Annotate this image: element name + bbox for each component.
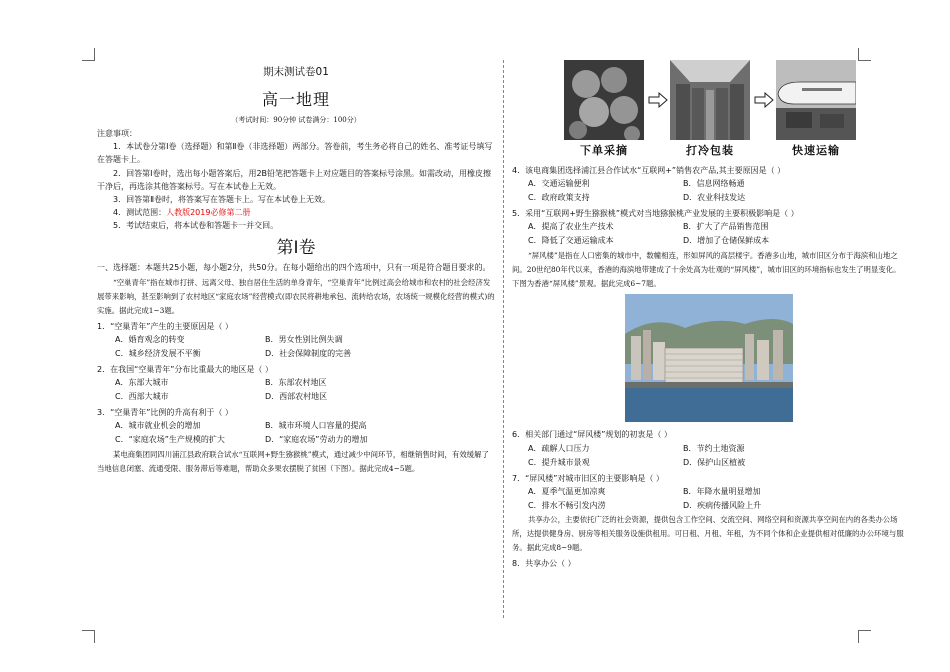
question-1-options [97, 333, 495, 361]
question-5-option-d[interactable]: D．增加了仓储保鲜成本 [683, 236, 770, 246]
question-7-option-b[interactable]: B．年降水量明显增加 [683, 486, 761, 496]
left-column [97, 60, 495, 476]
question-3-option-c[interactable]: C．“家庭农场”生产规模的扩大 [115, 435, 225, 445]
question-1-option-c[interactable]: C．城乡经济发展不平衡 [115, 349, 201, 359]
note-4-prefix: 4．测试范围： [113, 208, 167, 218]
passage-2: 某电商集团同四川浦江县政府联合试水“互联网+野生猕猴桃”模式，通过减少中间环节，相继销售时间，有效缓解了当地信息闭塞、流通受限、服务滞后等难题，帮助众多果农摆脱了贫困（下图）。据此完成4~5题。 [97, 450, 489, 474]
question-2-stem: 2．在我国“空巢青年”分布比重最大的地区是（ ） [97, 365, 273, 375]
question-2-option-d[interactable]: D．西部农村地区 [265, 392, 328, 402]
question-2-options [97, 376, 495, 404]
hongkong-screen-buildings-photo [625, 294, 793, 422]
section-intro: 一、选择题：本题共25小题，每小题2分，共50分。在每小题给出的四个选项中，只有一项是符合题目要求的。 [97, 262, 491, 272]
question-1-option-b[interactable]: B．男女性别比例失调 [265, 335, 343, 345]
question-5-option-b[interactable]: B．扩大了产品销售范围 [683, 222, 769, 232]
question-1-option-a[interactable]: A．婚育观念的转变 [115, 335, 185, 345]
exam-title: 期末测试卷01 [263, 66, 329, 78]
question-7-option-a[interactable]: A．夏季气温更加凉爽 [528, 486, 606, 496]
pipeline-step-1: 下单采摘 [580, 144, 628, 157]
note-4-range: 人教版2019必修第二册 [166, 208, 251, 218]
question-5-options [512, 220, 906, 248]
question-6-option-b[interactable]: B．节约土地资源 [683, 443, 745, 453]
question-2-option-c[interactable]: C．西部大城市 [115, 392, 169, 402]
question-6-stem: 6．相关部门通过“屏风楼”规划的初衷是（ ） [512, 430, 672, 440]
question-2-option-a[interactable]: A．东部大城市 [115, 378, 169, 388]
crop-mark-bottom-left [82, 630, 95, 643]
question-3-stem: 3．“空巢青年”比例的升高有利于（ ） [97, 408, 233, 418]
note-3: 3．回答第Ⅱ卷时，将答案写在答题卡上。写在本试卷上无效。 [113, 195, 331, 205]
question-4-option-d[interactable]: D．农业科技发达 [683, 193, 746, 203]
section-title: 第Ⅰ卷 [276, 237, 316, 258]
exam-meta: （考试时间：90分钟 试卷满分：100分） [231, 116, 361, 124]
question-3-options [97, 419, 495, 447]
notes-heading: 注意事项： [97, 129, 137, 138]
question-2-option-b[interactable]: B．东部农村地区 [265, 378, 327, 388]
pipeline-step-2: 打冷包装 [686, 144, 734, 157]
crop-mark-top-left [82, 48, 95, 61]
question-7-stem: 7．“屏风楼”对城市旧区的主要影响是（ ） [512, 473, 664, 483]
passage-3: “屏风楼”是指在人口密集的城市中，数幢相连，形如屏风的高层楼宇。香港多山地，城市旧区分布于海滨和山地之间。20世纪80年代以来，香港的海滨地带建成了十余处高为壮观的“屏风楼”，城市旧区的环境指标也发生了明显变化。下图为香港“屏风楼”景观。据此完成6~7题。 [512, 251, 901, 289]
question-4-option-b[interactable]: B．信息网络畅通 [683, 179, 745, 189]
question-1-option-d[interactable]: D．社会保障制度的完善 [265, 349, 352, 359]
question-4-option-c[interactable]: C．政府政策支持 [528, 193, 590, 203]
subject-title: 高一地理 [261, 90, 330, 109]
question-7-option-d[interactable]: D．疾病传播风险上升 [683, 500, 762, 510]
column-divider [503, 60, 504, 618]
question-4-options [512, 177, 906, 205]
question-3-option-a[interactable]: A．城市就业机会的增加 [115, 421, 201, 431]
question-6-option-d[interactable]: D．保护山区植被 [683, 457, 746, 467]
question-7-options [512, 485, 906, 513]
hongkong-photo-wrap [512, 294, 906, 422]
note-1: 1．本试卷分第Ⅰ卷（选择题）和第Ⅱ卷（非选择题）两部分。答卷前，考生务必将自己的姓名、准考证号填写在答题卡上。 [97, 142, 493, 165]
question-6-options [512, 442, 906, 470]
question-4-option-a[interactable]: A．交通运输便利 [528, 179, 590, 189]
question-3-option-d[interactable]: D．“家庭农场”劳动力的增加 [265, 435, 368, 445]
question-5-option-c[interactable]: C．降低了交通运输成本 [528, 236, 614, 246]
kiwi-picking-photo [564, 60, 644, 140]
note-4 [97, 206, 495, 219]
passage-4: 共享办公，主要依托广泛的社会资源，提供包含工作空间、交流空间、网络空间和资源共享空间在内的各类办公场所，达提供健身房、厨房等相关服务设施供租用。可日租、月租、年租，为不同个体和企业提供相对低廉的办公环境与服务。据此完成8~9题。 [512, 514, 904, 552]
crop-mark-bottom-right [858, 630, 871, 643]
note-5: 5．考试结束后，将本试卷和答题卡一并交回。 [113, 221, 279, 231]
arrow-right-icon [648, 92, 668, 108]
passage-1: “空巢青年”指在城市打拼、远离父母、独自居住生活的单身青年，“空巢青年”比例过高会给城市和农村的社会经济发展带来影响，甚至影响到了农村地区“家庭农场”经营模式(即农民将耕地承包、流转给农场，农场统一规模化经营的模式)的实施。据此完成1~3题。 [97, 277, 495, 315]
pipeline-step-3: 快速运输 [792, 144, 840, 157]
question-5-stem: 5．采用“互联网+野生猕猴桃”模式对当地猕猴桃产业发展的主要积极影响是（ ） [512, 209, 799, 219]
cold-storage-photo [670, 60, 750, 140]
question-1-stem: 1．“空巢青年”产生的主要原因是（ ） [97, 321, 233, 331]
question-6-option-a[interactable]: A．疏解人口压力 [528, 443, 590, 453]
note-2: 2．回答第Ⅰ卷时，选出每小题答案后，用2B铅笔把答题卡上对应题目的答案标号涂黑。如需改动，用橡皮擦干净后，再选涂其他答案标号。写在本试卷上无效。 [97, 168, 492, 191]
right-column [512, 60, 906, 570]
question-4-stem: 4．该电商集团选择浦江县合作试水“互联网+”销售农产品,其主要原因是（ ） [512, 166, 786, 175]
question-8-stem: 8．共享办公（ ） [512, 558, 576, 568]
pipeline-figure [512, 60, 906, 164]
question-6-option-c[interactable]: C．提升城市景观 [528, 457, 590, 467]
question-3-option-b[interactable]: B．城市环境人口容量的提高 [265, 421, 367, 431]
cargo-plane-photo [776, 60, 856, 140]
question-5-option-a[interactable]: A．提高了农业生产技术 [528, 222, 614, 232]
question-7-option-c[interactable]: C．排水不畅引发内涝 [528, 500, 606, 510]
arrow-right-icon [754, 92, 774, 108]
